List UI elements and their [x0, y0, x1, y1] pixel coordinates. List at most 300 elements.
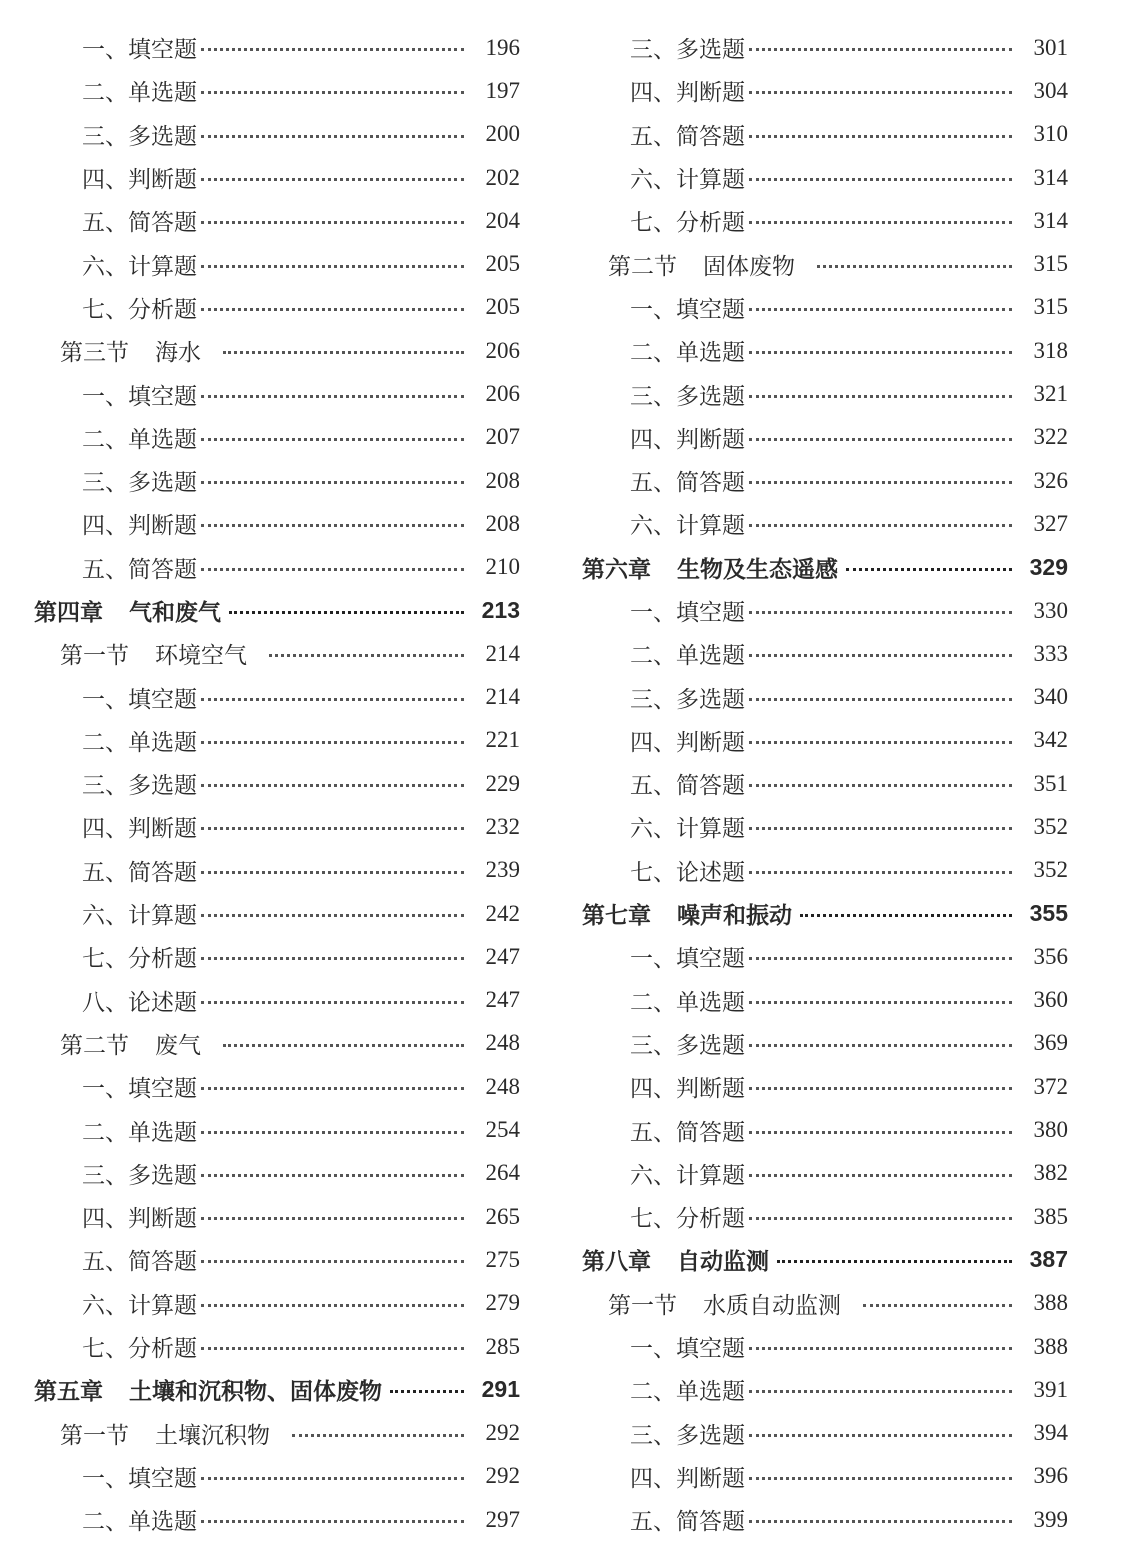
- toc-page-number: 315: [1033, 251, 1068, 277]
- toc-entry-label: 一、填空题: [82, 686, 197, 713]
- toc-page-number: 265: [485, 1203, 520, 1229]
- toc-page-number: 394: [1033, 1420, 1068, 1446]
- toc-page-number: 342: [1033, 727, 1068, 753]
- dot-leader: [749, 524, 1012, 527]
- toc-entry-label: 五、简答题: [82, 1249, 197, 1276]
- dot-leader: [749, 221, 1012, 224]
- toc-page-number: 330: [1033, 597, 1068, 623]
- dot-leader: [749, 438, 1012, 441]
- toc-item-entry[interactable]: [548, 1195, 1068, 1238]
- toc-page-number: 254: [485, 1117, 520, 1143]
- toc-page-number: 229: [485, 770, 520, 796]
- toc-item-entry[interactable]: [0, 459, 520, 502]
- toc-item-entry[interactable]: [0, 502, 520, 545]
- toc-entry-label: 五、简答题: [630, 470, 745, 497]
- toc-entry-label: 六、计算题: [82, 1292, 197, 1319]
- dot-leader: [749, 1087, 1012, 1090]
- toc-item-entry[interactable]: [548, 1065, 1068, 1108]
- toc-item-entry[interactable]: [0, 546, 520, 589]
- toc-item-entry[interactable]: [0, 1238, 520, 1281]
- toc-page-number: 391: [1033, 1376, 1068, 1402]
- toc-entry-label: 五、简答题: [630, 1119, 745, 1146]
- toc-item-entry[interactable]: [548, 286, 1068, 329]
- toc-entry-number: 第六章: [582, 556, 651, 583]
- toc-entry-label: 四、判断题: [82, 167, 197, 194]
- dot-leader: [749, 395, 1012, 398]
- toc-entry-label: 七、分析题: [630, 1206, 745, 1233]
- toc-item-entry[interactable]: [548, 329, 1068, 372]
- dot-leader: [749, 1174, 1012, 1177]
- dot-leader: [269, 654, 464, 657]
- toc-entry-title: 生物及生态遥感: [677, 556, 838, 583]
- toc-page-number: 232: [485, 813, 520, 839]
- toc-page-number: 314: [1033, 164, 1068, 190]
- toc-entry-label: 三、多选题: [630, 37, 745, 64]
- toc-entry-label: 四、判断题: [82, 513, 197, 540]
- toc-entry-label: 一、填空题: [630, 1336, 745, 1363]
- toc-item-entry[interactable]: [0, 199, 520, 242]
- toc-entry-label: 八、论述题: [82, 989, 197, 1016]
- toc-page-number: 310: [1033, 121, 1068, 147]
- dot-leader: [201, 1001, 464, 1004]
- toc-item-entry[interactable]: [0, 1325, 520, 1368]
- dot-leader: [749, 1347, 1012, 1350]
- dot-leader: [201, 48, 464, 51]
- dot-leader: [201, 1260, 464, 1263]
- toc-entry-number: 第一节: [60, 1422, 129, 1449]
- toc-entry-label: 七、分析题: [82, 296, 197, 323]
- toc-section-entry[interactable]: [0, 1412, 520, 1455]
- toc-item-entry[interactable]: [0, 1282, 520, 1325]
- dot-leader: [817, 265, 1012, 268]
- dot-leader: [749, 784, 1012, 787]
- toc-page-number: 382: [1033, 1160, 1068, 1186]
- toc-page-number: 360: [1033, 987, 1068, 1013]
- toc-entry-label: 七、论述题: [630, 859, 745, 886]
- toc-entry-number: 第八章: [582, 1249, 651, 1276]
- toc-entry-label: 一、填空题: [630, 600, 745, 626]
- toc-entry-number: 第三节: [60, 340, 129, 367]
- toc-entry-label: 二、单选题: [630, 643, 745, 670]
- toc-item-entry[interactable]: [548, 1022, 1068, 1065]
- toc-item-entry[interactable]: [0, 156, 520, 199]
- toc-item-entry[interactable]: [548, 979, 1068, 1022]
- toc-entry-title: 气和废气: [129, 600, 221, 626]
- dot-leader: [201, 91, 464, 94]
- toc-entry-label: 五、简答题: [82, 859, 197, 886]
- toc-entry-title: 土壤沉积物: [155, 1422, 270, 1449]
- dot-leader: [749, 741, 1012, 744]
- toc-left-column: [0, 26, 520, 1541]
- toc-section-entry[interactable]: [0, 632, 520, 675]
- toc-page-number: 297: [485, 1506, 520, 1532]
- dot-leader: [749, 135, 1012, 138]
- dot-leader: [201, 914, 464, 917]
- dot-leader: [223, 351, 464, 354]
- dot-leader: [749, 827, 1012, 830]
- dot-leader: [749, 481, 1012, 484]
- toc-page-number: 242: [485, 900, 520, 926]
- toc-entry-label: 三、多选题: [82, 470, 197, 497]
- toc-item-entry[interactable]: [0, 26, 520, 69]
- toc-page-number: 210: [485, 554, 520, 580]
- toc-entry-label: [608, 1287, 841, 1320]
- toc-item-entry[interactable]: [548, 1368, 1068, 1411]
- dot-leader: [201, 827, 464, 830]
- toc-page-number: 326: [1033, 467, 1068, 493]
- toc-item-entry[interactable]: [0, 1065, 520, 1108]
- toc-page-number: 327: [1033, 510, 1068, 536]
- toc-item-entry[interactable]: [0, 1195, 520, 1238]
- dot-leader: [201, 438, 464, 441]
- toc-entry-title: 固体废物: [703, 253, 795, 280]
- toc-entry-label: 四、判断题: [82, 816, 197, 843]
- dot-leader: [223, 1044, 464, 1047]
- toc-entry-label: [582, 1243, 769, 1276]
- toc-page-number: 279: [485, 1290, 520, 1316]
- dot-leader: [749, 1131, 1012, 1134]
- toc-item-entry[interactable]: [0, 242, 520, 285]
- toc-item-entry[interactable]: [0, 69, 520, 112]
- dot-leader: [863, 1304, 1012, 1307]
- toc-entry-title: 海水: [155, 340, 201, 367]
- dot-leader: [201, 1347, 464, 1350]
- toc-item-entry[interactable]: [548, 1498, 1068, 1541]
- toc-entry-label: 五、简答题: [82, 210, 197, 237]
- toc-item-entry[interactable]: [0, 1498, 520, 1541]
- toc-item-entry[interactable]: [0, 892, 520, 935]
- toc-entry-number: 第七章: [582, 903, 651, 930]
- dot-leader: [749, 1434, 1012, 1437]
- toc-page-number: 388: [1033, 1290, 1068, 1316]
- toc-page-number: 214: [485, 684, 520, 710]
- toc-section-entry[interactable]: [548, 1282, 1068, 1325]
- toc-item-entry[interactable]: [0, 286, 520, 329]
- toc-entry-label: 六、计算题: [630, 513, 745, 540]
- toc-entry-label: 一、填空题: [82, 1465, 197, 1492]
- toc-chapter-entry[interactable]: [0, 1368, 520, 1411]
- toc-page-number: 197: [485, 77, 520, 103]
- toc-item-entry[interactable]: [0, 1152, 520, 1195]
- dot-leader: [749, 1001, 1012, 1004]
- toc-page-number: 206: [485, 337, 520, 363]
- toc-page-number: 292: [485, 1420, 520, 1446]
- toc-item-entry[interactable]: [548, 1152, 1068, 1195]
- toc-entry-label: 三、多选题: [82, 773, 197, 800]
- toc-entry-label: 二、单选题: [82, 80, 197, 107]
- toc-entry-label: 三、多选题: [630, 1032, 745, 1059]
- toc-entry-label: 一、填空题: [630, 946, 745, 973]
- toc-page-number: 388: [1033, 1333, 1068, 1359]
- dot-leader: [749, 91, 1012, 94]
- dot-leader: [201, 698, 464, 701]
- dot-leader: [749, 48, 1012, 51]
- dot-leader: [201, 1520, 464, 1523]
- toc-page-number: 352: [1033, 857, 1068, 883]
- dot-leader: [201, 1304, 464, 1307]
- toc-entry-label: 三、多选题: [630, 383, 745, 410]
- toc-item-entry[interactable]: [548, 1108, 1068, 1151]
- toc-entry-label: 二、单选题: [630, 1379, 745, 1406]
- toc-entry-label: [582, 897, 792, 930]
- toc-entry-label: 四、判断题: [630, 729, 745, 756]
- dot-leader: [749, 178, 1012, 181]
- toc-entry-label: 二、单选题: [82, 426, 197, 453]
- toc-page-number: 275: [485, 1246, 520, 1272]
- toc-page-number: 399: [1033, 1506, 1068, 1532]
- toc-item-entry[interactable]: [548, 1455, 1068, 1498]
- toc-entry-label: 五、简答题: [630, 1509, 745, 1536]
- toc-entry-label: 四、判断题: [630, 426, 745, 453]
- toc-page-number: 213: [481, 597, 520, 623]
- toc-entry-number: 第一节: [608, 1292, 677, 1319]
- dot-leader: [846, 568, 1012, 571]
- dot-leader: [201, 135, 464, 138]
- toc-entry-label: [60, 334, 201, 367]
- toc-chapter-entry[interactable]: [548, 546, 1068, 589]
- toc-entry-label: 二、单选题: [82, 1119, 197, 1146]
- toc-entry-label: 四、判断题: [630, 80, 745, 107]
- toc-entry-title: 自动监测: [677, 1249, 769, 1276]
- dot-leader: [201, 1131, 464, 1134]
- dot-leader: [292, 1434, 464, 1437]
- toc-item-entry[interactable]: [548, 156, 1068, 199]
- toc-page-number: 248: [485, 1073, 520, 1099]
- toc-entry-label: 四、判断题: [630, 1076, 745, 1103]
- toc-page-number: 321: [1033, 381, 1068, 407]
- toc-entry-label: [60, 1417, 270, 1450]
- toc-page-number: 352: [1033, 813, 1068, 839]
- toc-item-entry[interactable]: [548, 1412, 1068, 1455]
- toc-item-entry[interactable]: [0, 979, 520, 1022]
- toc-page-number: 214: [485, 640, 520, 666]
- toc-page-number: 208: [485, 510, 520, 536]
- toc-page-number: 239: [485, 857, 520, 883]
- toc-entry-title: 环境空气: [155, 643, 247, 670]
- toc-entry-number: 第二节: [608, 253, 677, 280]
- toc-entry-number: 第一节: [60, 643, 129, 670]
- dot-leader: [777, 1260, 1012, 1263]
- toc-entry-label: 六、计算题: [82, 253, 197, 280]
- toc-page-number: 205: [485, 294, 520, 320]
- dot-leader: [201, 481, 464, 484]
- dot-leader: [201, 221, 464, 224]
- toc-entry-label: 二、单选题: [82, 729, 197, 756]
- dot-leader: [201, 265, 464, 268]
- toc-item-entry[interactable]: [0, 1455, 520, 1498]
- toc-item-entry[interactable]: [548, 459, 1068, 502]
- toc-page-number: 200: [485, 121, 520, 147]
- toc-entry-label: 七、分析题: [82, 1336, 197, 1363]
- toc-entry-label: 五、简答题: [630, 123, 745, 150]
- toc-entry-number: 第二节: [60, 1032, 129, 1059]
- toc-item-entry[interactable]: [0, 805, 520, 848]
- toc-item-entry[interactable]: [548, 69, 1068, 112]
- toc-entry-label: 一、填空题: [82, 37, 197, 64]
- toc-item-entry[interactable]: [0, 762, 520, 805]
- toc-item-entry[interactable]: [0, 1108, 520, 1151]
- toc-entry-label: 一、填空题: [630, 296, 745, 323]
- dot-leader: [800, 914, 1012, 917]
- toc-page-number: 292: [485, 1463, 520, 1489]
- toc-entry-label: 一、填空题: [82, 383, 197, 410]
- dot-leader: [749, 351, 1012, 354]
- toc-page-number: 315: [1033, 294, 1068, 320]
- toc-page-number: 291: [481, 1376, 520, 1403]
- toc-entry-label: 五、简答题: [630, 773, 745, 800]
- toc-entry-label: 七、分析题: [630, 210, 745, 237]
- toc-page-number: 301: [1033, 34, 1068, 60]
- dot-leader: [201, 957, 464, 960]
- toc-page-number: 314: [1033, 207, 1068, 233]
- toc-entry-label: 三、多选题: [630, 1422, 745, 1449]
- toc-page-number: 322: [1033, 424, 1068, 450]
- toc-entry-label: 六、计算题: [82, 903, 197, 930]
- toc-right-column: [548, 26, 1068, 1541]
- toc-item-entry[interactable]: [548, 502, 1068, 545]
- toc-entry-label: [34, 594, 221, 627]
- toc-item-entry[interactable]: [548, 372, 1068, 415]
- toc-entry-number: 第四章: [34, 600, 103, 626]
- dot-leader: [749, 698, 1012, 701]
- toc-page-number: 356: [1033, 943, 1068, 969]
- toc-entry-label: 二、单选题: [82, 1509, 197, 1536]
- dot-leader: [201, 395, 464, 398]
- toc-entry-label: 三、多选题: [82, 1162, 197, 1189]
- toc-page-number: 205: [485, 251, 520, 277]
- dot-leader: [390, 1390, 464, 1393]
- toc-page-number: 329: [1029, 553, 1068, 580]
- toc-chapter-entry[interactable]: [548, 1238, 1068, 1281]
- toc-item-entry[interactable]: [548, 416, 1068, 459]
- toc-entry-label: 二、单选题: [630, 340, 745, 367]
- toc-entry-label: 二、单选题: [630, 989, 745, 1016]
- toc-page-number: 202: [485, 164, 520, 190]
- toc-entry-label: [60, 1027, 201, 1060]
- dot-leader: [201, 568, 464, 571]
- toc-page-number: 208: [485, 467, 520, 493]
- toc-item-entry[interactable]: [548, 113, 1068, 156]
- toc-entry-title: 噪声和振动: [677, 903, 792, 930]
- toc-page-number: 247: [485, 943, 520, 969]
- toc-page-number: 372: [1033, 1073, 1068, 1099]
- toc-entry-label: [34, 1373, 382, 1406]
- toc-item-entry[interactable]: [548, 762, 1068, 805]
- dot-leader: [749, 871, 1012, 874]
- toc-item-entry[interactable]: [0, 113, 520, 156]
- toc-entry-title: 废气: [155, 1032, 201, 1059]
- toc-entry-label: 一、填空题: [82, 1076, 197, 1103]
- dot-leader: [749, 1217, 1012, 1220]
- toc-chapter-entry[interactable]: [0, 589, 520, 632]
- toc-entry-label: 三、多选题: [82, 123, 197, 150]
- toc-item-entry[interactable]: [0, 416, 520, 459]
- toc-item-entry[interactable]: [548, 26, 1068, 69]
- toc-page-number: 340: [1033, 684, 1068, 710]
- dot-leader: [749, 611, 1012, 614]
- toc-page-number: 333: [1033, 640, 1068, 666]
- toc-page-number: 196: [485, 34, 520, 60]
- toc-page-number: 369: [1033, 1030, 1068, 1056]
- dot-leader: [749, 1044, 1012, 1047]
- toc-item-entry[interactable]: [548, 632, 1068, 675]
- dot-leader: [201, 524, 464, 527]
- toc-item-entry[interactable]: [0, 675, 520, 718]
- toc-item-entry[interactable]: [548, 719, 1068, 762]
- dot-leader: [749, 957, 1012, 960]
- toc-item-entry[interactable]: [548, 935, 1068, 978]
- toc-page-number: 304: [1033, 77, 1068, 103]
- toc-page-number: 355: [1029, 900, 1068, 927]
- toc-chapter-entry[interactable]: [548, 892, 1068, 935]
- toc-entry-label: [608, 248, 795, 281]
- dot-leader: [229, 611, 464, 614]
- toc-section-entry[interactable]: [0, 329, 520, 372]
- toc-item-entry[interactable]: [548, 675, 1068, 718]
- toc-item-entry[interactable]: [548, 199, 1068, 242]
- toc-page-number: 221: [485, 727, 520, 753]
- dot-leader: [201, 741, 464, 744]
- dot-leader: [201, 1174, 464, 1177]
- toc-entry-label: 六、计算题: [630, 816, 745, 843]
- dot-leader: [201, 1217, 464, 1220]
- dot-leader: [201, 1477, 464, 1480]
- toc-entry-label: [60, 637, 247, 670]
- toc-page-number: 380: [1033, 1117, 1068, 1143]
- toc-item-entry[interactable]: [0, 372, 520, 415]
- toc-item-entry[interactable]: [0, 719, 520, 762]
- toc-entry-title: 水质自动监测: [703, 1292, 841, 1319]
- dot-leader: [749, 308, 1012, 311]
- dot-leader: [201, 1087, 464, 1090]
- toc-entry-label: 五、简答题: [82, 556, 197, 583]
- toc-entry-label: [582, 551, 838, 584]
- dot-leader: [749, 1477, 1012, 1480]
- toc-page-number: 385: [1033, 1203, 1068, 1229]
- toc-section-entry[interactable]: [0, 1022, 520, 1065]
- toc-page-number: 387: [1029, 1246, 1068, 1273]
- toc-item-entry[interactable]: [0, 849, 520, 892]
- dot-leader: [749, 1520, 1012, 1523]
- dot-leader: [201, 871, 464, 874]
- dot-leader: [749, 1390, 1012, 1393]
- toc-page-number: 396: [1033, 1463, 1068, 1489]
- dot-leader: [201, 178, 464, 181]
- toc-entry-number: 第五章: [34, 1379, 103, 1406]
- toc-page-number: 351: [1033, 770, 1068, 796]
- toc-entry-label: 三、多选题: [630, 686, 745, 713]
- toc-entry-label: 六、计算题: [630, 167, 745, 194]
- toc-entry-label: 六、计算题: [630, 1162, 745, 1189]
- toc-item-entry[interactable]: [548, 1325, 1068, 1368]
- toc-item-entry[interactable]: [0, 935, 520, 978]
- toc-page-number: 204: [485, 207, 520, 233]
- toc-page-number: 248: [485, 1030, 520, 1056]
- toc-page-number: 318: [1033, 337, 1068, 363]
- toc-page-number: 247: [485, 987, 520, 1013]
- toc-item-entry[interactable]: [548, 849, 1068, 892]
- toc-item-entry[interactable]: [548, 589, 1068, 632]
- toc-section-entry[interactable]: [548, 242, 1068, 285]
- dot-leader: [749, 654, 1012, 657]
- toc-page-number: 206: [485, 381, 520, 407]
- dot-leader: [201, 784, 464, 787]
- toc-page-number: 207: [485, 424, 520, 450]
- toc-page-number: 264: [485, 1160, 520, 1186]
- toc-item-entry[interactable]: [548, 805, 1068, 848]
- toc-entry-label: 七、分析题: [82, 946, 197, 973]
- toc-page-number: 285: [485, 1333, 520, 1359]
